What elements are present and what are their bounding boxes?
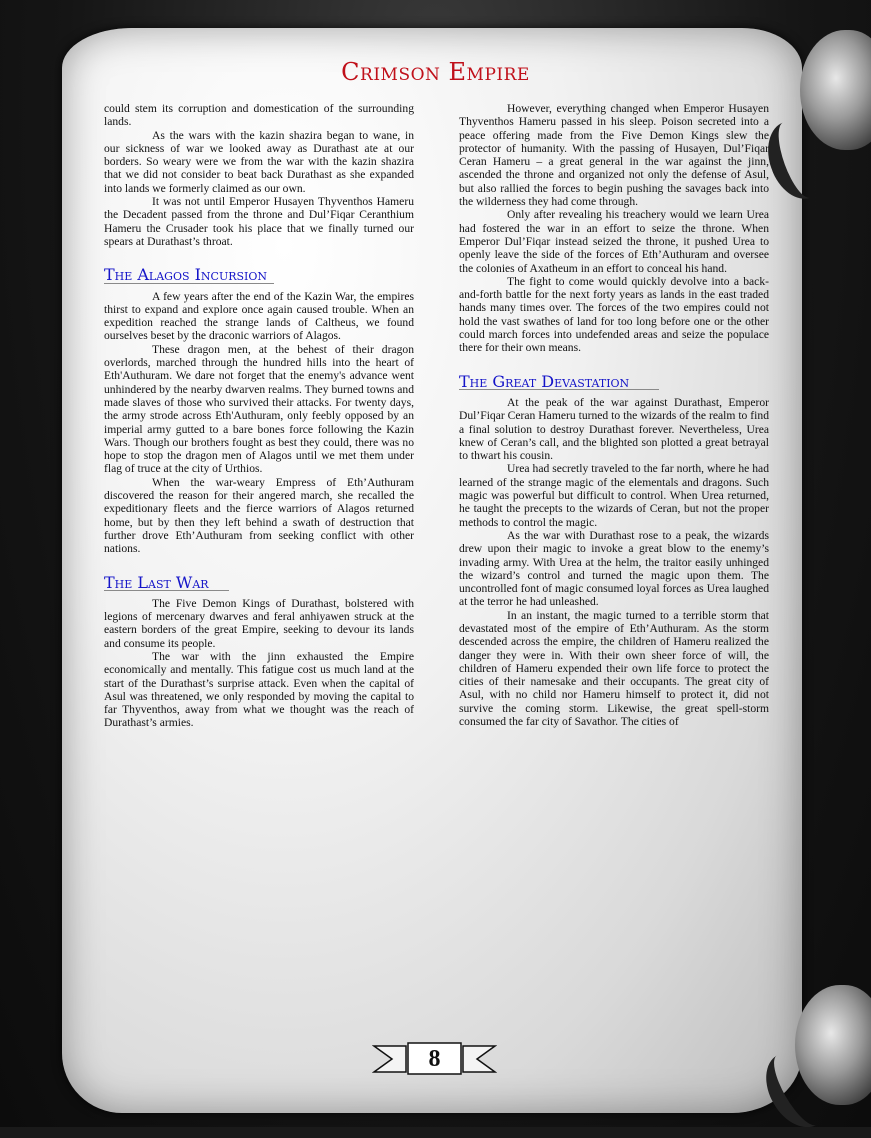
paragraph: As the wars with the kazin shazira began to wane, in our sickness of war we looked away as Durathast ate at our borders. So weary were we from the war with the kazin shazira that we did not consider to beat back Durathast as she expanded into lands we formerly claimed as our own. bbox=[104, 128, 414, 195]
section-heading-last-war: The Last War bbox=[104, 576, 229, 591]
paragraph: At the peak of the war against Durathast, Emperor Dul’Fiqar Ceran Hameru turned to the wizards of the realm to find a final solution to destroy Durathast forever. Nevertheless, Urea knew of Ceran’s call, and the blighted son plotted a great betrayal to thwart his cousin. bbox=[459, 395, 769, 463]
paragraph: Urea had secretly traveled to the far north, where he had learned of the strange magic of the elementals and dragons. Such magic was powerful but difficult to control. When Urea returned, he taught the precepts to the wizards of Ceran, but not the proper methods to control the magic. bbox=[459, 462, 769, 529]
section-heading-great-devastation: The Great Devastation bbox=[459, 375, 659, 390]
paragraph: These dragon men, at the behest of their dragon overlords, marched through the hundred hills into the heart of Eth'Authuram. We dare not forget that the enemy's advance went unhindered by the nearby dwarven realms. They burned towns and made slaves of those who survived their attacks. For twenty days, the army strode across Eth'Authuram, only feebly opposed by an imperial army gutted to a bare bones force following the Kazin Wars. Though our brothers fought as best they could, there was no hope to stop the dragon men of Alagos until we met them under flag of truce at the city of Urthios. bbox=[104, 342, 414, 476]
page-title: Crimson Empire bbox=[341, 58, 530, 86]
paragraph: Only after revealing his treachery would we learn Urea had fostered the war in an effort to seize the throne. When Emperor Dul’Fiqar instead seized the throne, it pushed Urea to openly leave the side of the forces of Eth’Authuram and oversee the colonies of Axatheum in an effort to conceal his hand. bbox=[459, 208, 769, 275]
page-number: 8 bbox=[428, 1046, 441, 1072]
paragraph: In an instant, the magic turned to a terrible storm that devastated most of the empire of Eth’Authuram. As the storm descended across the empire, the children of Hameru realized the danger they were in. With their own sheer force of will, the children of Hameru expended their own life force to protect the cities of their namesake and their occupants. The great city of Asul, with no child nor Hameru himself to protect it, did not survive the coming storm. Likewise, the great spell-storm consumed the far city of Savathor. The cities of bbox=[459, 608, 769, 729]
paragraph: As the war with Durathast rose to a peak, the wizards drew upon their magic to invoke a great blow to the enemy’s invading army. With Urea at the helm, the traitor easily unhinged the wizard’s control and turned the magic upon them. The uncontrolled font of magic consumed loyal forces as Urea laughed at the terror he had unleashed. bbox=[459, 528, 769, 609]
paragraph: The war with the jinn exhausted the Empire economically and mentally. This fatigue cost us much land at the start of the Durathast’s surprise attack. Even when the capital of Asul was threatened, we only responded by moving the capital to far Thyventhos, away from what we thought was the reach of Durathast’s armies. bbox=[104, 649, 414, 730]
paragraph: A few years after the end of the Kazin War, the empires thirst to expand and explore once again caused trouble. When an expedition reached the strange lands of Caltheus, we found ourselves beset by the draconic warriors of Alagos. bbox=[104, 289, 414, 343]
paragraph: It was not until Emperor Husayen Thyventhos Hameru the Decadent passed from the throne and Dul’Fiqar Ceranthium Hameru the Crusader took his place that we finally turned our spears at Durathast’s throat. bbox=[104, 195, 414, 248]
paragraph: could stem its corruption and domestication of the surrounding lands. bbox=[104, 102, 414, 129]
left-column bbox=[104, 102, 414, 730]
right-column bbox=[459, 102, 769, 728]
paragraph: When the war-weary Empress of Eth’Authuram discovered the reason for their angered march, she recalled the expeditionary fleets and the fierce warriors of Alagos returned home, but by then they left behind a swath of destruction that further drove Eth’Authuram from seeking conflict with other nations. bbox=[104, 475, 414, 556]
page-number-badge bbox=[372, 1042, 497, 1076]
paragraph: The Five Demon Kings of Durathast, bolstered with legions of mercenary dwarves and feral anhiyawen struck at the eastern borders of the great Empire, seeking to devour its lands and consume its people. bbox=[104, 596, 414, 650]
section-heading-alagos-incursion: The Alagos Incursion bbox=[104, 268, 274, 283]
paragraph: The fight to come would quickly devolve into a back-and-forth battle for the next forty years as lands in the east traded hands many times over. The forces of the two empires could not hold the vast swathes of land for too long before one or the other could march forces into undefended areas and seize the populace there for their own means. bbox=[459, 274, 769, 355]
paragraph: However, everything changed when Emperor Husayen Thyventhos Hameru passed in his sleep. Poison secreted into a peace offering made from the Five Demon Kings slew the protector of humanity. With the passing of Husayen, Dul’Fiqar Ceran Hameru – a great general in the war against the jinn, ascended the throne and organized not only the defense of Asul, but also rallied the forces to begin pushing the savages back into the wilderness they had come through. bbox=[459, 102, 769, 209]
